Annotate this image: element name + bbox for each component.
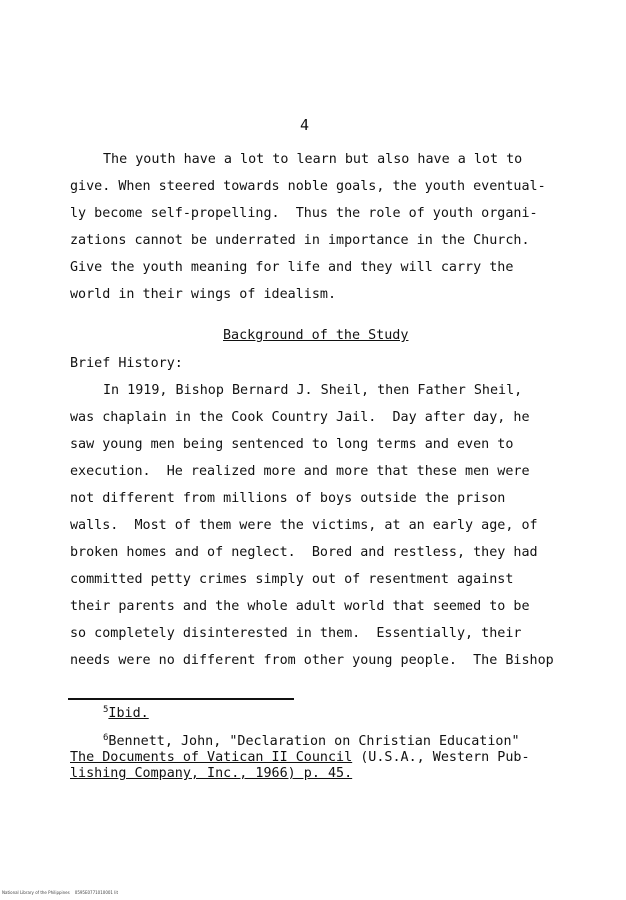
paragraph-line: In 1919, Bishop Bernard J. Sheil, then Father Sheil,: [103, 383, 523, 398]
paragraph-line: was chaplain in the Cook Country Jail. Day after day, he: [70, 410, 530, 425]
footnote-mark: 6: [103, 733, 109, 743]
paragraph-line: give. When steered towards noble goals, the youth eventual-: [70, 179, 546, 194]
footnote-divider: [68, 698, 294, 700]
footnote-book-title: The Documents of Vatican II Council: [70, 750, 353, 765]
paragraph-line: not different from millions of boys outside the prison: [70, 491, 506, 506]
footnote-6-line-3: lishing Company, Inc., 1966) p. 45.: [70, 766, 353, 781]
page-number: 4: [300, 116, 310, 134]
footnote-mark: 5: [103, 705, 109, 715]
scan-footer-text: National Library of the Philippines 0595E0771010001 lit: [2, 890, 119, 895]
paragraph-line: saw young men being sentenced to long terms and even to: [70, 437, 514, 452]
footnote-text: Bennett, John, "Declaration on Christian Education": [108, 734, 520, 749]
paragraph-line: broken homes and of neglect. Bored and restless, they had: [70, 545, 538, 560]
paragraph-line: walls. Most of them were the victims, at an early age, of: [70, 518, 538, 533]
paragraph-line: world in their wings of idealism.: [70, 287, 337, 302]
section-heading: Background of the Study: [223, 328, 409, 343]
paragraph-line: zations cannot be underrated in importance in the Church.: [70, 233, 530, 248]
footnote-6-line-1: [103, 734, 520, 751]
paragraph-line: execution. He realized more and more that these men were: [70, 464, 530, 479]
subheading: Brief History:: [70, 356, 183, 371]
footnote-text: Ibid.: [108, 706, 149, 721]
paragraph-line: so completely disinterested in them. Essentially, their: [70, 626, 522, 641]
paragraph-line: committed petty crimes simply out of resentment against: [70, 572, 514, 587]
paragraph-line: ly become self-propelling. Thus the role of youth organi-: [70, 206, 538, 221]
paragraph-line: their parents and the whole adult world that seemed to be: [70, 599, 530, 614]
paragraph-line: Give the youth meaning for life and they will carry the: [70, 260, 514, 275]
paragraph-line: The youth have a lot to learn but also have a lot to: [103, 152, 523, 167]
footnote-6-line-2: [70, 750, 530, 766]
paragraph-line: needs were no different from other young people. The Bishop: [70, 653, 554, 668]
footnote-5: [103, 706, 149, 723]
footnote-text: (U.S.A., Western Pub-: [352, 750, 530, 765]
